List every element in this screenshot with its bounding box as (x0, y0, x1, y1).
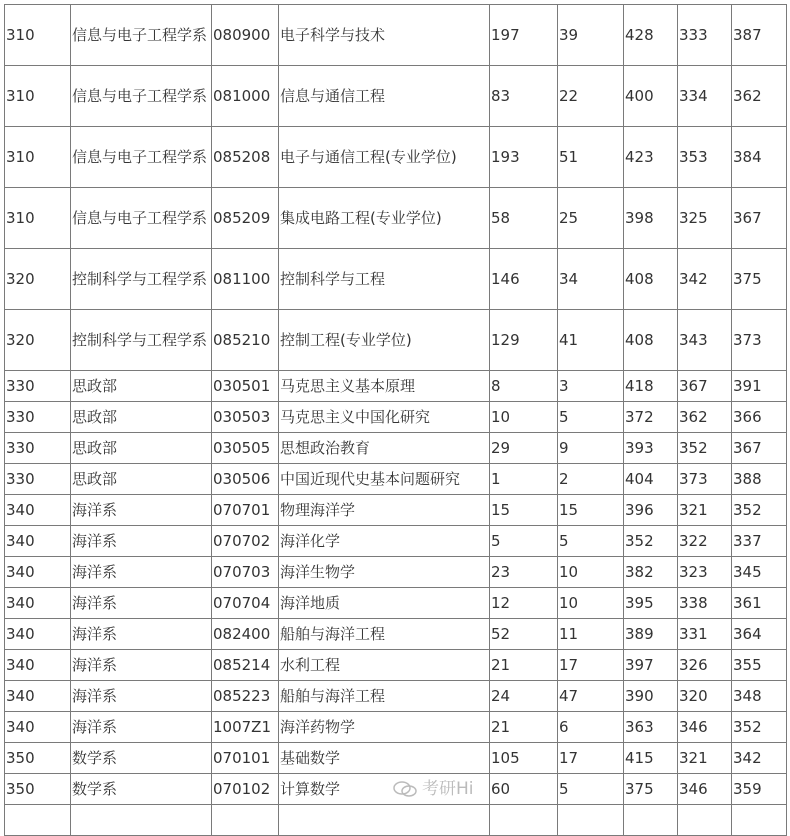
empty-cell (490, 805, 558, 836)
avg-score-cell: 362 (732, 66, 787, 127)
major-name-cell: 基础数学 (279, 743, 490, 774)
avg-score-cell: 355 (732, 650, 787, 681)
admitted-cell: 47 (558, 681, 624, 712)
major-code-cell: 070101 (212, 743, 279, 774)
max-score-cell: 352 (624, 526, 678, 557)
max-score-cell: 423 (624, 127, 678, 188)
table-row (5, 433, 787, 464)
empty-cell (678, 805, 732, 836)
dept-code-cell: 340 (5, 557, 71, 588)
dept-code-cell: 350 (5, 743, 71, 774)
admitted-cell: 17 (558, 743, 624, 774)
major-code-cell: 085209 (212, 188, 279, 249)
dept-code-cell: 340 (5, 495, 71, 526)
dept-name-cell: 信息与电子工程学系 (71, 188, 212, 249)
major-code-cell: 081100 (212, 249, 279, 310)
major-code-cell: 070702 (212, 526, 279, 557)
table-row (5, 188, 787, 249)
min-score-cell: 321 (678, 743, 732, 774)
watermark-text: 考研Hi (422, 779, 474, 799)
major-code-cell: 030505 (212, 433, 279, 464)
major-name-cell: 水利工程 (279, 650, 490, 681)
major-name-cell: 控制科学与工程 (279, 249, 490, 310)
applicants-cell: 29 (490, 433, 558, 464)
avg-score-cell: 348 (732, 681, 787, 712)
avg-score-cell: 384 (732, 127, 787, 188)
dept-code-cell: 320 (5, 310, 71, 371)
min-score-cell: 326 (678, 650, 732, 681)
major-name-cell: 船舶与海洋工程 (279, 681, 490, 712)
avg-score-cell: 361 (732, 588, 787, 619)
table-row (5, 402, 787, 433)
table-row (5, 588, 787, 619)
max-score-cell: 389 (624, 619, 678, 650)
dept-code-cell: 350 (5, 774, 71, 805)
dept-name-cell: 海洋系 (71, 712, 212, 743)
major-name-cell: 信息与通信工程 (279, 66, 490, 127)
applicants-cell: 197 (490, 5, 558, 66)
major-code-cell: 080900 (212, 5, 279, 66)
dept-name-cell: 海洋系 (71, 619, 212, 650)
applicants-cell: 105 (490, 743, 558, 774)
dept-code-cell: 340 (5, 526, 71, 557)
applicants-cell: 21 (490, 712, 558, 743)
min-score-cell: 353 (678, 127, 732, 188)
avg-score-cell: 345 (732, 557, 787, 588)
min-score-cell: 352 (678, 433, 732, 464)
major-code-cell: 070701 (212, 495, 279, 526)
min-score-cell: 322 (678, 526, 732, 557)
applicants-cell: 193 (490, 127, 558, 188)
dept-name-cell: 思政部 (71, 371, 212, 402)
applicants-cell: 129 (490, 310, 558, 371)
max-score-cell: 408 (624, 249, 678, 310)
min-score-cell: 334 (678, 66, 732, 127)
dept-name-cell: 数学系 (71, 743, 212, 774)
dept-name-cell: 思政部 (71, 464, 212, 495)
applicants-cell: 5 (490, 526, 558, 557)
dept-code-cell: 310 (5, 5, 71, 66)
empty-cell (212, 805, 279, 836)
min-score-cell: 338 (678, 588, 732, 619)
dept-code-cell: 330 (5, 433, 71, 464)
major-code-cell: 085214 (212, 650, 279, 681)
max-score-cell: 428 (624, 5, 678, 66)
admitted-cell: 10 (558, 557, 624, 588)
applicants-cell: 52 (490, 619, 558, 650)
empty-cell (71, 805, 212, 836)
min-score-cell: 331 (678, 619, 732, 650)
table-row (5, 526, 787, 557)
dept-name-cell: 海洋系 (71, 495, 212, 526)
dept-name-cell: 海洋系 (71, 650, 212, 681)
major-code-cell: 081000 (212, 66, 279, 127)
major-code-cell: 070703 (212, 557, 279, 588)
avg-score-cell: 387 (732, 5, 787, 66)
min-score-cell: 320 (678, 681, 732, 712)
avg-score-cell: 359 (732, 774, 787, 805)
table-row (5, 681, 787, 712)
major-name-cell: 中国近现代史基本问题研究 (279, 464, 490, 495)
admitted-cell: 51 (558, 127, 624, 188)
admitted-cell: 41 (558, 310, 624, 371)
admitted-cell: 15 (558, 495, 624, 526)
dept-code-cell: 330 (5, 371, 71, 402)
max-score-cell: 398 (624, 188, 678, 249)
major-name-cell: 控制工程(专业学位) (279, 310, 490, 371)
admission-score-table (4, 4, 787, 836)
table-row (5, 712, 787, 743)
empty-cell (279, 805, 490, 836)
major-name-cell: 海洋地质 (279, 588, 490, 619)
max-score-cell: 400 (624, 66, 678, 127)
major-name-cell: 电子科学与技术 (279, 5, 490, 66)
min-score-cell: 323 (678, 557, 732, 588)
major-code-cell: 070102 (212, 774, 279, 805)
table-row (5, 743, 787, 774)
table-row (5, 310, 787, 371)
applicants-cell: 58 (490, 188, 558, 249)
admitted-cell: 6 (558, 712, 624, 743)
dept-name-cell: 海洋系 (71, 681, 212, 712)
table-row (5, 5, 787, 66)
min-score-cell: 325 (678, 188, 732, 249)
max-score-cell: 415 (624, 743, 678, 774)
dept-code-cell: 330 (5, 402, 71, 433)
admitted-cell: 34 (558, 249, 624, 310)
empty-cell (732, 805, 787, 836)
table-row (5, 371, 787, 402)
admitted-cell: 25 (558, 188, 624, 249)
table-row (5, 127, 787, 188)
major-name-cell: 物理海洋学 (279, 495, 490, 526)
major-name-cell: 电子与通信工程(专业学位) (279, 127, 490, 188)
dept-code-cell: 310 (5, 127, 71, 188)
max-score-cell: 397 (624, 650, 678, 681)
dept-code-cell: 310 (5, 188, 71, 249)
table-row (5, 619, 787, 650)
major-name-cell: 马克思主义中国化研究 (279, 402, 490, 433)
min-score-cell: 373 (678, 464, 732, 495)
major-code-cell: 085210 (212, 310, 279, 371)
admitted-cell: 5 (558, 402, 624, 433)
major-code-cell: 030506 (212, 464, 279, 495)
major-name-cell: 集成电路工程(专业学位) (279, 188, 490, 249)
admitted-cell: 5 (558, 526, 624, 557)
dept-code-cell: 340 (5, 588, 71, 619)
max-score-cell: 408 (624, 310, 678, 371)
min-score-cell: 367 (678, 371, 732, 402)
dept-code-cell: 340 (5, 619, 71, 650)
avg-score-cell: 342 (732, 743, 787, 774)
table-row (5, 249, 787, 310)
admitted-cell: 22 (558, 66, 624, 127)
dept-name-cell: 思政部 (71, 433, 212, 464)
table-row (5, 495, 787, 526)
avg-score-cell: 352 (732, 495, 787, 526)
applicants-cell: 146 (490, 249, 558, 310)
empty-cell (624, 805, 678, 836)
applicants-cell: 10 (490, 402, 558, 433)
admitted-cell: 11 (558, 619, 624, 650)
major-code-cell: 085223 (212, 681, 279, 712)
dept-name-cell: 信息与电子工程学系 (71, 66, 212, 127)
admitted-cell: 39 (558, 5, 624, 66)
avg-score-cell: 364 (732, 619, 787, 650)
dept-code-cell: 320 (5, 249, 71, 310)
dept-name-cell: 数学系 (71, 774, 212, 805)
min-score-cell: 343 (678, 310, 732, 371)
min-score-cell: 362 (678, 402, 732, 433)
major-name-cell: 海洋药物学 (279, 712, 490, 743)
major-name-cell: 海洋化学 (279, 526, 490, 557)
admitted-cell: 5 (558, 774, 624, 805)
max-score-cell: 390 (624, 681, 678, 712)
max-score-cell: 375 (624, 774, 678, 805)
applicants-cell: 24 (490, 681, 558, 712)
admitted-cell: 17 (558, 650, 624, 681)
dept-code-cell: 330 (5, 464, 71, 495)
admitted-cell: 10 (558, 588, 624, 619)
min-score-cell: 333 (678, 5, 732, 66)
admitted-cell: 9 (558, 433, 624, 464)
dept-name-cell: 海洋系 (71, 526, 212, 557)
major-code-cell: 1007Z1 (212, 712, 279, 743)
avg-score-cell: 391 (732, 371, 787, 402)
dept-name-cell: 海洋系 (71, 557, 212, 588)
max-score-cell: 418 (624, 371, 678, 402)
major-name-cell: 思想政治教育 (279, 433, 490, 464)
applicants-cell: 15 (490, 495, 558, 526)
admitted-cell: 2 (558, 464, 624, 495)
table-row (5, 66, 787, 127)
max-score-cell: 393 (624, 433, 678, 464)
max-score-cell: 396 (624, 495, 678, 526)
dept-name-cell: 信息与电子工程学系 (71, 127, 212, 188)
empty-cell (5, 805, 71, 836)
avg-score-cell: 337 (732, 526, 787, 557)
max-score-cell: 363 (624, 712, 678, 743)
dept-name-cell: 控制科学与工程学系 (71, 249, 212, 310)
admitted-cell: 3 (558, 371, 624, 402)
max-score-cell: 382 (624, 557, 678, 588)
max-score-cell: 404 (624, 464, 678, 495)
dept-name-cell: 控制科学与工程学系 (71, 310, 212, 371)
dept-code-cell: 310 (5, 66, 71, 127)
avg-score-cell: 366 (732, 402, 787, 433)
applicants-cell: 60 (490, 774, 558, 805)
avg-score-cell: 367 (732, 433, 787, 464)
avg-score-cell: 352 (732, 712, 787, 743)
major-code-cell: 030503 (212, 402, 279, 433)
major-code-cell: 070704 (212, 588, 279, 619)
min-score-cell: 321 (678, 495, 732, 526)
applicants-cell: 21 (490, 650, 558, 681)
applicants-cell: 1 (490, 464, 558, 495)
major-code-cell: 082400 (212, 619, 279, 650)
major-code-cell: 085208 (212, 127, 279, 188)
empty-cell (558, 805, 624, 836)
avg-score-cell: 367 (732, 188, 787, 249)
max-score-cell: 395 (624, 588, 678, 619)
avg-score-cell: 375 (732, 249, 787, 310)
applicants-cell: 23 (490, 557, 558, 588)
major-name-cell: 船舶与海洋工程 (279, 619, 490, 650)
applicants-cell: 83 (490, 66, 558, 127)
table-row (5, 774, 787, 805)
major-name-cell: 计算数学 (279, 774, 490, 805)
dept-code-cell: 340 (5, 650, 71, 681)
avg-score-cell: 373 (732, 310, 787, 371)
min-score-cell: 346 (678, 712, 732, 743)
major-code-cell: 030501 (212, 371, 279, 402)
min-score-cell: 346 (678, 774, 732, 805)
dept-code-cell: 340 (5, 681, 71, 712)
table-row (5, 557, 787, 588)
dept-code-cell: 340 (5, 712, 71, 743)
table-row-partial (5, 805, 787, 836)
applicants-cell: 12 (490, 588, 558, 619)
dept-name-cell: 信息与电子工程学系 (71, 5, 212, 66)
major-name-cell: 海洋生物学 (279, 557, 490, 588)
major-name-cell: 马克思主义基本原理 (279, 371, 490, 402)
min-score-cell: 342 (678, 249, 732, 310)
table-row (5, 464, 787, 495)
table-row (5, 650, 787, 681)
avg-score-cell: 388 (732, 464, 787, 495)
applicants-cell: 8 (490, 371, 558, 402)
dept-name-cell: 思政部 (71, 402, 212, 433)
dept-name-cell: 海洋系 (71, 588, 212, 619)
max-score-cell: 372 (624, 402, 678, 433)
